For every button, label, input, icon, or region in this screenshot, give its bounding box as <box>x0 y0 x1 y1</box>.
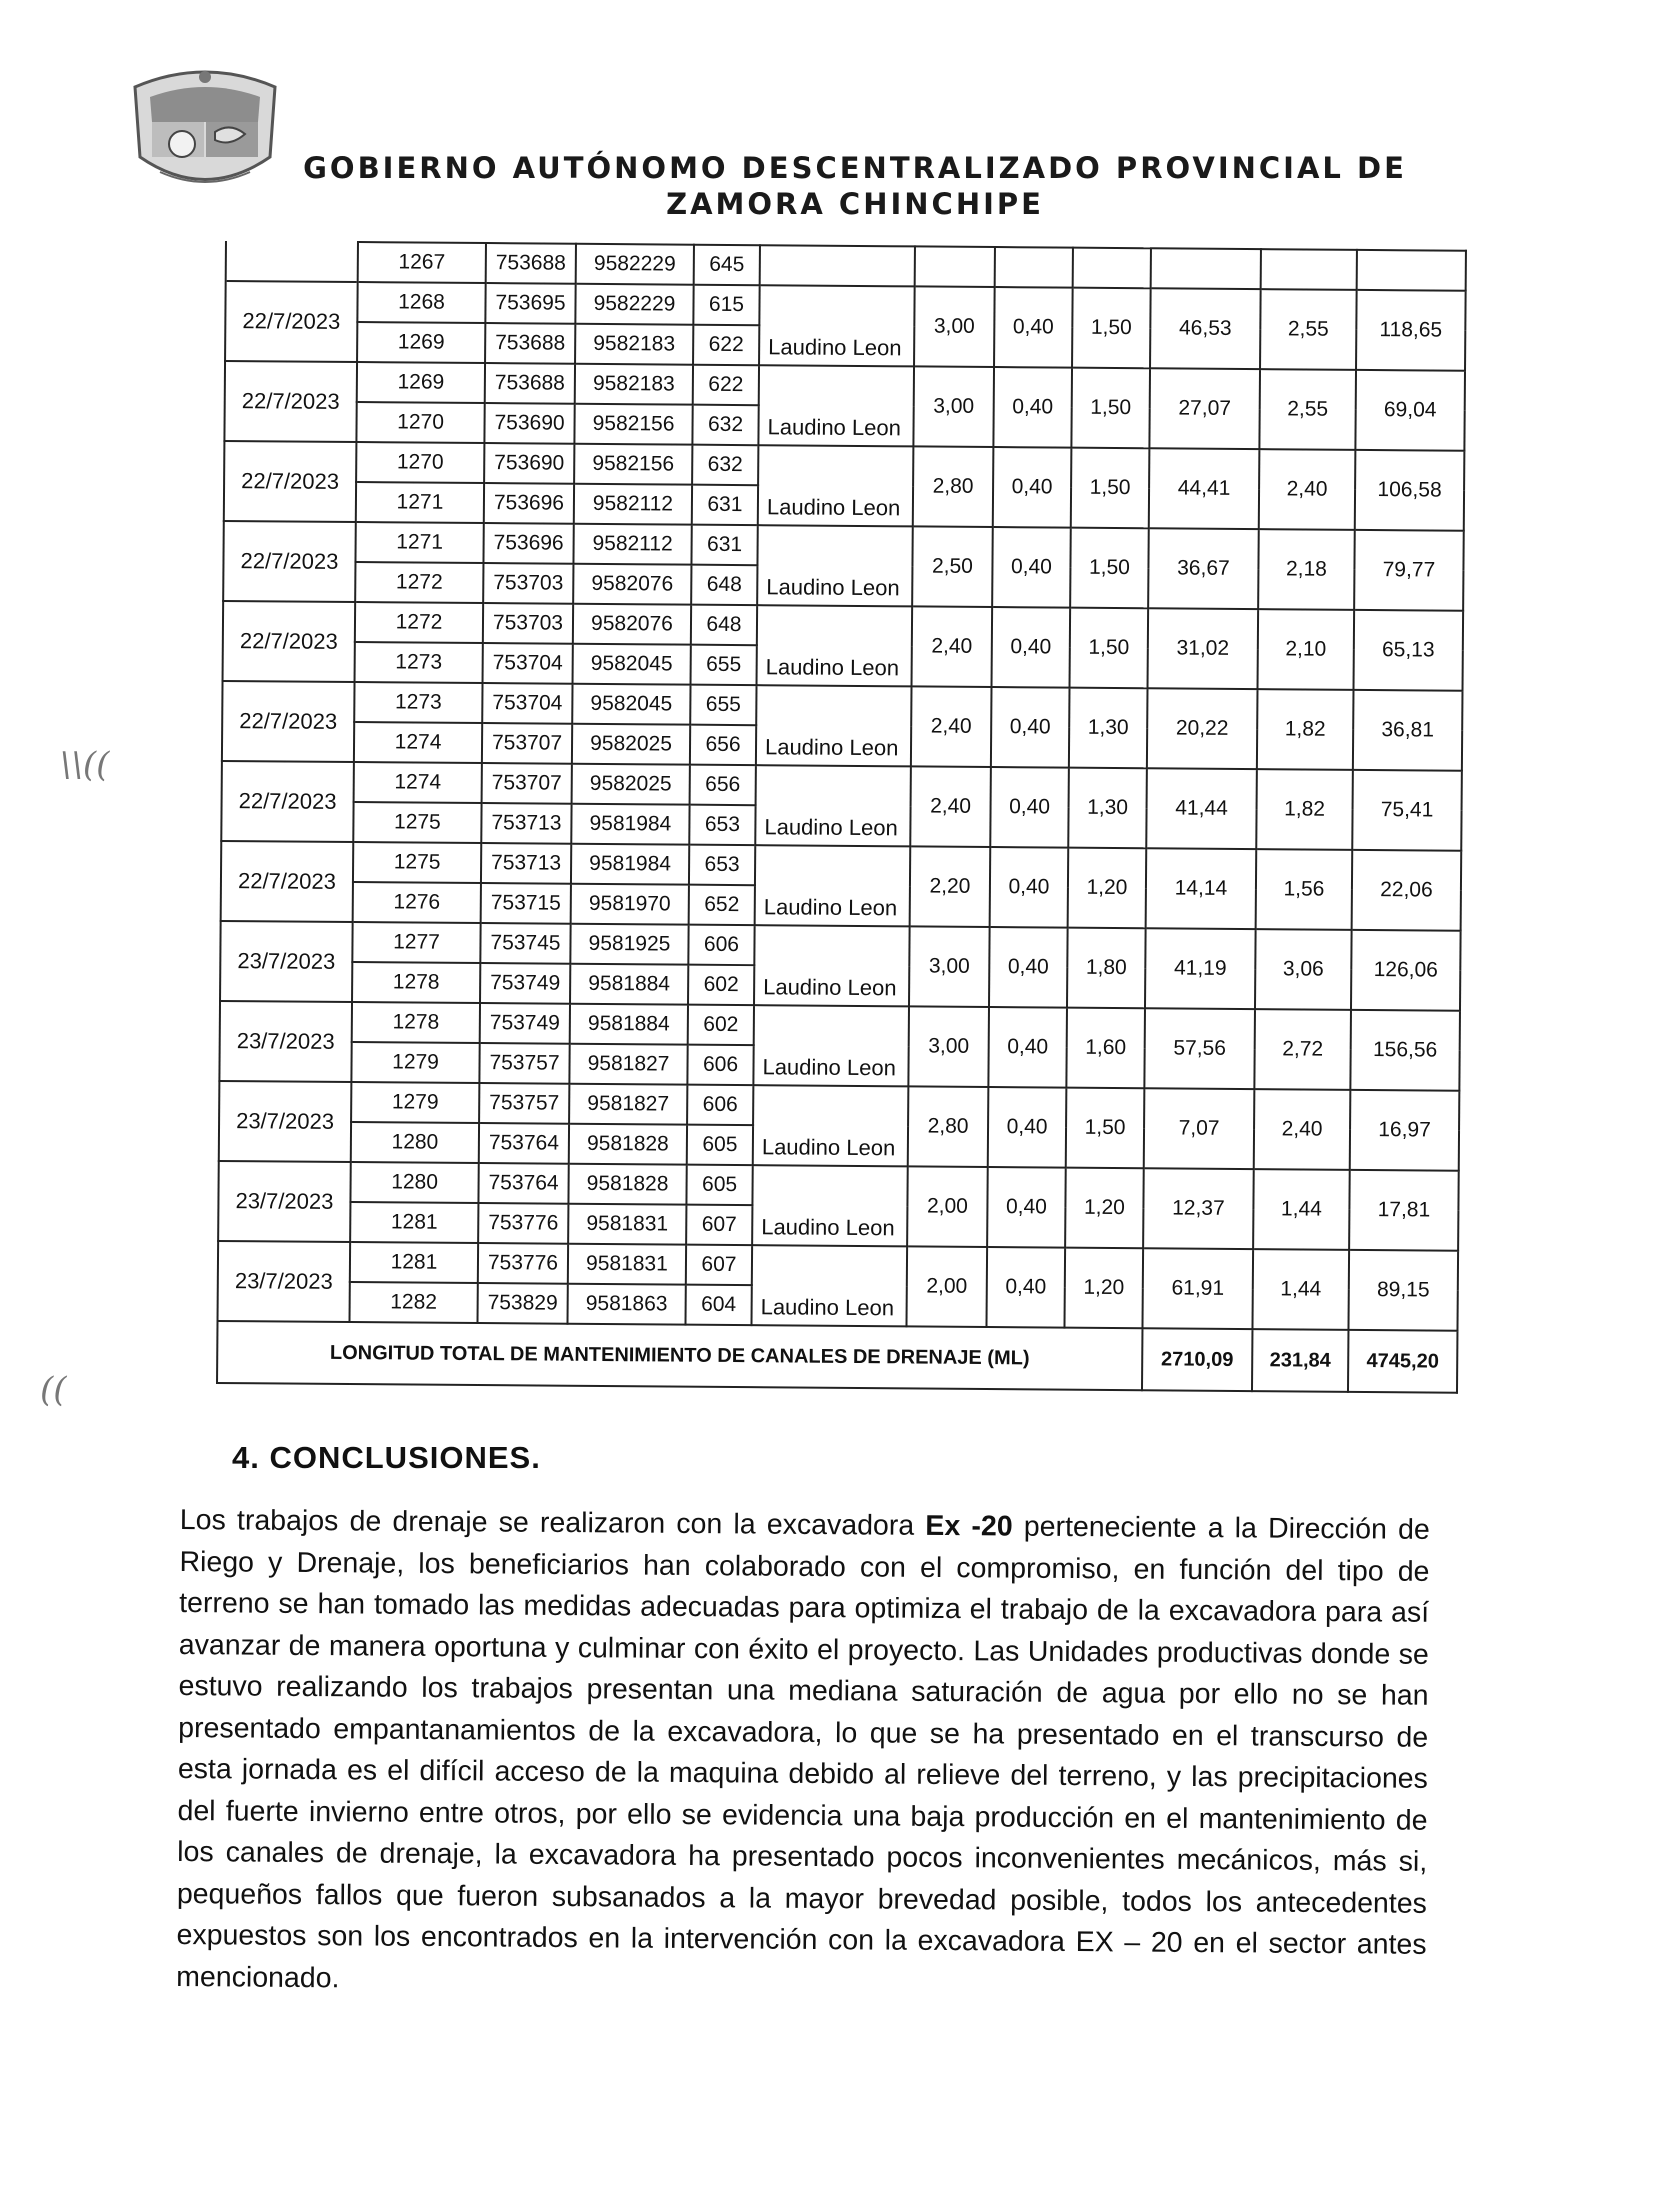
coordinate-cell: 753715 <box>481 883 571 924</box>
measure-cell: 0,40 <box>989 927 1068 1008</box>
coordinate-cell: 9582112 <box>574 484 692 525</box>
coordinate-cell: 632 <box>692 405 758 446</box>
measure-cell: 1,30 <box>1069 688 1148 769</box>
measure-cell: 2,40 <box>911 686 992 767</box>
measure-cell: 0,40 <box>986 1247 1065 1328</box>
coordinate-cell: 1272 <box>355 562 483 603</box>
coordinate-cell: 655 <box>690 685 756 726</box>
table-cell: 753688 <box>486 243 576 284</box>
measure-cell: 1,44 <box>1252 1249 1349 1330</box>
measure-cell: 57,56 <box>1144 1008 1255 1089</box>
coordinate-cell: 9581984 <box>571 804 689 845</box>
coordinate-cell: 607 <box>686 1245 752 1286</box>
measure-cell: 2,80 <box>908 1086 989 1167</box>
coordinate-cell: 1270 <box>356 402 484 443</box>
date-cell: 22/7/2023 <box>224 441 357 522</box>
measure-cell: 2,10 <box>1258 609 1355 690</box>
measure-cell: 3,00 <box>909 926 990 1007</box>
measure-cell: 20,22 <box>1147 688 1258 769</box>
date-cell: 22/7/2023 <box>224 361 357 442</box>
coordinate-cell: 753829 <box>478 1283 568 1324</box>
coordinate-cell: 1279 <box>351 1082 479 1123</box>
coordinate-cell: 9582156 <box>574 404 692 445</box>
conclusions-paragraph <box>176 1500 1430 2008</box>
coordinate-cell: 632 <box>692 445 758 486</box>
coordinate-cell: 615 <box>693 285 759 326</box>
measure-cell: 0,40 <box>991 687 1070 768</box>
measure-cell: 16,97 <box>1350 1090 1460 1171</box>
date-cell: 22/7/2023 <box>223 521 356 602</box>
coordinate-cell: 753696 <box>484 483 574 524</box>
measure-cell: 1,50 <box>1071 448 1150 529</box>
coordinate-cell: 9582025 <box>572 764 690 805</box>
coordinate-cell: 606 <box>688 925 754 966</box>
measure-cell: 61,91 <box>1142 1248 1253 1329</box>
measure-cell: 1,56 <box>1256 849 1353 930</box>
total-label: LONGITUD TOTAL DE MANTENIMIENTO DE CANALES DE DRENAJE (ML) <box>217 1321 1142 1390</box>
coordinate-cell: 1274 <box>354 762 482 803</box>
total-length-cell: 2710,09 <box>1142 1328 1252 1391</box>
date-cell: 22/7/2023 <box>221 761 354 842</box>
measure-cell: 1,20 <box>1065 1168 1144 1249</box>
measure-cell: 17,81 <box>1349 1170 1459 1251</box>
coordinate-cell: 606 <box>687 1085 753 1126</box>
measure-cell: 1,50 <box>1072 288 1151 369</box>
coordinate-cell: 753696 <box>483 523 573 564</box>
coordinate-cell: 653 <box>689 845 755 886</box>
coordinate-cell: 653 <box>689 805 755 846</box>
coordinate-cell: 753688 <box>485 323 575 364</box>
measure-cell: 2,55 <box>1259 369 1356 450</box>
coordinate-cell: 656 <box>690 725 756 766</box>
table-cell <box>1357 250 1466 291</box>
coordinate-cell: 753776 <box>478 1203 568 1244</box>
measure-cell: 1,50 <box>1066 1088 1145 1169</box>
coordinate-cell: 9582112 <box>573 524 691 565</box>
provincial-seal-icon <box>120 62 290 202</box>
coordinate-cell: 622 <box>693 365 759 406</box>
coordinate-cell: 753749 <box>480 963 570 1004</box>
total-row <box>217 1321 1457 1393</box>
measure-cell: 36,81 <box>1353 690 1463 771</box>
responsible-cell: Laudino Leon <box>758 365 914 446</box>
table-cell: 1267 <box>358 242 486 283</box>
coordinate-cell: 648 <box>691 565 757 606</box>
measure-cell: 22,06 <box>1352 850 1462 931</box>
coordinate-cell: 1270 <box>356 442 484 483</box>
measure-cell: 2,40 <box>1254 1089 1351 1170</box>
coordinate-cell: 9581970 <box>571 884 689 925</box>
measure-cell: 2,20 <box>910 846 991 927</box>
coordinate-cell: 1281 <box>350 1202 478 1243</box>
measure-cell: 3,00 <box>908 1006 989 1087</box>
measure-cell: 46,53 <box>1150 288 1261 369</box>
measure-cell: 44,41 <box>1149 448 1260 529</box>
date-cell: 23/7/2023 <box>218 1161 351 1242</box>
measure-cell: 12,37 <box>1143 1168 1254 1249</box>
table-cell <box>915 246 995 287</box>
responsible-cell: Laudino Leon <box>755 765 911 846</box>
measure-cell: 2,50 <box>912 526 993 607</box>
responsible-cell: Laudino Leon <box>753 1085 909 1166</box>
table-cell: 645 <box>694 245 760 286</box>
measure-cell: 2,40 <box>1259 449 1356 530</box>
coordinate-cell: 9582045 <box>572 684 690 725</box>
table-cell: 9582229 <box>576 244 694 285</box>
measure-cell: 36,67 <box>1148 528 1259 609</box>
coordinate-cell: 1280 <box>350 1162 478 1203</box>
table-cell <box>760 245 915 286</box>
responsible-cell: Laudino Leon <box>757 525 913 606</box>
coordinate-cell: 655 <box>691 645 757 686</box>
coordinate-cell: 602 <box>688 965 754 1006</box>
measure-cell: 1,50 <box>1070 608 1149 689</box>
coordinate-cell: 753764 <box>478 1163 568 1204</box>
coordinate-cell: 1275 <box>353 802 481 843</box>
coordinate-cell: 1276 <box>353 882 481 923</box>
coordinate-cell: 605 <box>686 1165 752 1206</box>
coordinate-cell: 1269 <box>357 362 485 403</box>
coordinate-cell: 1278 <box>352 1002 480 1043</box>
measure-cell: 106,58 <box>1355 450 1465 531</box>
measure-cell: 27,07 <box>1149 368 1260 449</box>
measure-cell: 65,13 <box>1354 610 1464 691</box>
responsible-cell: Laudino Leon <box>751 1245 907 1326</box>
coordinate-cell: 9582183 <box>575 324 693 365</box>
responsible-cell: Laudino Leon <box>752 1165 908 1246</box>
coordinate-cell: 9581831 <box>568 1244 686 1285</box>
coordinate-cell: 1281 <box>350 1242 478 1283</box>
measure-cell: 2,00 <box>906 1246 987 1327</box>
table-cell <box>226 241 358 282</box>
margin-mark-icon: (( <box>40 1370 67 1410</box>
measure-cell: 2,18 <box>1258 529 1355 610</box>
coordinate-cell: 648 <box>691 605 757 646</box>
coordinate-cell: 9582156 <box>574 444 692 485</box>
measure-cell: 41,19 <box>1145 928 1256 1009</box>
coordinate-cell: 9581828 <box>568 1164 686 1205</box>
responsible-cell: Laudino Leon <box>754 925 910 1006</box>
measure-cell: 126,06 <box>1351 930 1461 1011</box>
coordinate-cell: 1273 <box>355 642 483 683</box>
total-col2-cell: 231,84 <box>1252 1329 1348 1392</box>
margin-mark-icon: \\(( <box>60 745 110 785</box>
coordinate-cell: 1273 <box>354 682 482 723</box>
coordinate-cell: 753690 <box>484 403 574 444</box>
measure-cell: 3,00 <box>913 366 994 447</box>
measure-cell: 0,40 <box>992 527 1071 608</box>
measure-cell: 14,14 <box>1146 848 1257 929</box>
coordinate-cell: 753704 <box>483 643 573 684</box>
coordinate-cell: 1278 <box>352 962 480 1003</box>
coordinate-cell: 605 <box>687 1125 753 1166</box>
coordinate-cell: 9581863 <box>567 1284 685 1325</box>
conclusions-text-bold: Ex -20 <box>925 1509 1013 1543</box>
date-cell: 23/7/2023 <box>218 1241 351 1322</box>
conclusions-text-part2: perteneciente a la Dirección de Riego y Drenaje, los beneficiarios han colaborado con el compromiso, en función del tipo de terreno se han tomado las medidas adecuadas para optimiza el trabajo de la excavadora para así avanzar de manera oportuna y culminar con éxito el proyecto. Las Unidades productivas donde se estuvo realizando los trabajos presentan una mediana saturación de agua por ello no se han presentado empantanamientos de la excavadora, lo que se ha presentado en el transcurso de esta jornada es el difícil acceso de la maquina debido al relieve del terreno, y las precipitaciones del fuerte invierno entre otros, por ello se evidencia una baja producción en el mantenimiento de los canales de drenaje, la excavadora ha presentado pocos inconvenientes mecánicos, más si, pequeños fallos que fueron subsanados a la mayor brevedad posible, todos los antecedentes expuestos son los encontrados en la intervención con la excavadora EX – 20 en el sector antes mencionado. <box>176 1510 1430 1994</box>
measure-cell: 2,80 <box>913 446 994 527</box>
measure-cell: 2,40 <box>910 766 991 847</box>
coordinate-cell: 753776 <box>478 1243 568 1284</box>
measure-cell: 3,00 <box>914 286 995 367</box>
measure-cell: 156,56 <box>1350 1010 1460 1091</box>
responsible-cell: Laudino Leon <box>757 605 913 686</box>
coordinate-cell: 9581827 <box>569 1044 687 1085</box>
date-cell: 23/7/2023 <box>219 1001 352 1082</box>
responsible-cell: Laudino Leon <box>753 1005 909 1086</box>
coordinate-cell: 1282 <box>350 1282 478 1323</box>
coordinate-cell: 753707 <box>482 723 572 764</box>
coordinate-cell: 753749 <box>480 1003 570 1044</box>
coordinate-cell: 1271 <box>355 522 483 563</box>
measure-cell: 1,60 <box>1066 1008 1145 1089</box>
measure-cell: 2,00 <box>907 1166 988 1247</box>
measure-cell: 1,20 <box>1068 848 1147 929</box>
measure-cell: 118,65 <box>1356 290 1466 371</box>
coordinate-cell: 9582229 <box>575 284 693 325</box>
date-cell: 22/7/2023 <box>222 681 355 762</box>
coordinate-cell: 753695 <box>485 283 575 324</box>
coordinate-cell: 631 <box>692 485 758 526</box>
coordinate-cell: 9582076 <box>573 564 691 605</box>
measure-cell: 69,04 <box>1355 370 1465 451</box>
coordinate-cell: 1268 <box>357 282 485 323</box>
table-body <box>217 241 1466 1393</box>
coordinate-cell: 1280 <box>351 1122 479 1163</box>
coordinate-cell: 9581828 <box>569 1124 687 1165</box>
coordinate-cell: 1272 <box>355 602 483 643</box>
responsible-cell: Laudino Leon <box>755 845 911 926</box>
responsible-cell: Laudino Leon <box>756 685 912 766</box>
date-cell: 23/7/2023 <box>220 921 353 1002</box>
date-cell: 23/7/2023 <box>219 1081 352 1162</box>
measure-cell: 89,15 <box>1348 1250 1458 1331</box>
coordinate-cell: 9581984 <box>571 844 689 885</box>
coordinate-cell: 9581884 <box>570 1004 688 1045</box>
coordinate-cell: 602 <box>688 1005 754 1046</box>
table-cell <box>995 247 1073 288</box>
measure-cell: 1,82 <box>1256 769 1353 850</box>
institution-header <box>285 150 1425 222</box>
measure-cell: 1,82 <box>1257 689 1354 770</box>
date-cell: 22/7/2023 <box>225 281 358 362</box>
responsible-cell: Laudino Leon <box>759 285 915 366</box>
coordinate-cell: 1275 <box>353 842 481 883</box>
measure-cell: 0,40 <box>988 1087 1067 1168</box>
coordinate-cell: 606 <box>687 1045 753 1086</box>
conclusions-heading: 4. CONCLUSIONES. <box>232 1440 541 1475</box>
coordinate-cell: 1271 <box>356 482 484 523</box>
coordinate-cell: 753745 <box>480 923 570 964</box>
measure-cell: 0,40 <box>994 287 1073 368</box>
drainage-maintenance-table <box>216 240 1467 1394</box>
measure-cell: 31,02 <box>1148 608 1259 689</box>
coordinate-cell: 622 <box>693 325 759 366</box>
coordinate-cell: 9581884 <box>570 964 688 1005</box>
coordinate-cell: 753703 <box>483 563 573 604</box>
measure-cell: 7,07 <box>1144 1088 1255 1169</box>
coordinate-cell: 9581827 <box>569 1084 687 1125</box>
measure-cell: 1,80 <box>1067 928 1146 1009</box>
coordinate-cell: 753690 <box>484 443 574 484</box>
measure-cell: 1,44 <box>1253 1169 1350 1250</box>
coordinate-cell: 9581831 <box>568 1204 686 1245</box>
coordinate-cell: 753688 <box>485 363 575 404</box>
coordinate-cell: 652 <box>689 885 755 926</box>
coordinate-cell: 753704 <box>482 683 572 724</box>
coordinate-cell: 753703 <box>483 603 573 644</box>
coordinate-cell: 1274 <box>354 722 482 763</box>
coordinate-cell: 753764 <box>479 1123 569 1164</box>
coordinate-cell: 753757 <box>479 1083 569 1124</box>
measure-cell: 0,40 <box>990 767 1069 848</box>
coordinate-cell: 9581925 <box>570 924 688 965</box>
table-cell <box>1073 248 1151 289</box>
measure-cell: 0,40 <box>992 607 1071 688</box>
measure-cell: 1,50 <box>1070 528 1149 609</box>
measure-cell: 2,72 <box>1254 1009 1351 1090</box>
header-title-line1: GOBIERNO AUTÓNOMO DESCENTRALIZADO PROVINCIAL DE <box>303 151 1407 185</box>
coordinate-cell: 753707 <box>482 763 572 804</box>
measure-cell: 0,40 <box>993 447 1072 528</box>
measure-cell: 0,40 <box>987 1167 1066 1248</box>
measure-cell: 1,20 <box>1064 1248 1143 1329</box>
coordinate-cell: 1277 <box>352 922 480 963</box>
measure-cell: 2,55 <box>1260 289 1357 370</box>
coordinate-cell: 753713 <box>481 843 571 884</box>
coordinate-cell: 9582045 <box>573 644 691 685</box>
coordinate-cell: 607 <box>686 1205 752 1246</box>
coordinate-cell: 753713 <box>481 803 571 844</box>
coordinate-cell: 1279 <box>351 1042 479 1083</box>
coordinate-cell: 9582183 <box>575 364 693 405</box>
coordinate-cell: 604 <box>685 1285 751 1326</box>
date-cell: 22/7/2023 <box>223 601 356 682</box>
responsible-cell: Laudino Leon <box>758 445 914 526</box>
coordinate-cell: 753757 <box>479 1043 569 1084</box>
measure-cell: 41,44 <box>1146 768 1257 849</box>
coordinate-cell: 1269 <box>357 322 485 363</box>
coordinate-cell: 9582076 <box>573 604 691 645</box>
measure-cell: 0,40 <box>990 847 1069 928</box>
measure-cell: 79,77 <box>1354 530 1464 611</box>
measure-cell: 1,30 <box>1068 768 1147 849</box>
measure-cell: 0,40 <box>993 367 1072 448</box>
measure-cell: 3,06 <box>1255 929 1352 1010</box>
conclusions-text-part1: Los trabajos de drenaje se realizaron con la excavadora <box>179 1503 926 1542</box>
measure-cell: 0,40 <box>988 1007 1067 1088</box>
date-cell: 22/7/2023 <box>221 841 354 922</box>
measure-cell: 1,50 <box>1071 368 1150 449</box>
table-cell <box>1261 249 1357 290</box>
header-title-line2: ZAMORA CHINCHIPE <box>666 187 1044 221</box>
table-cell <box>1151 248 1261 289</box>
measure-cell: 75,41 <box>1352 770 1462 851</box>
coordinate-cell: 9582025 <box>572 724 690 765</box>
measure-cell: 2,40 <box>912 606 993 687</box>
coordinate-cell: 656 <box>690 765 756 806</box>
total-col3-cell: 4745,20 <box>1348 1330 1457 1393</box>
coordinate-cell: 631 <box>691 525 757 566</box>
